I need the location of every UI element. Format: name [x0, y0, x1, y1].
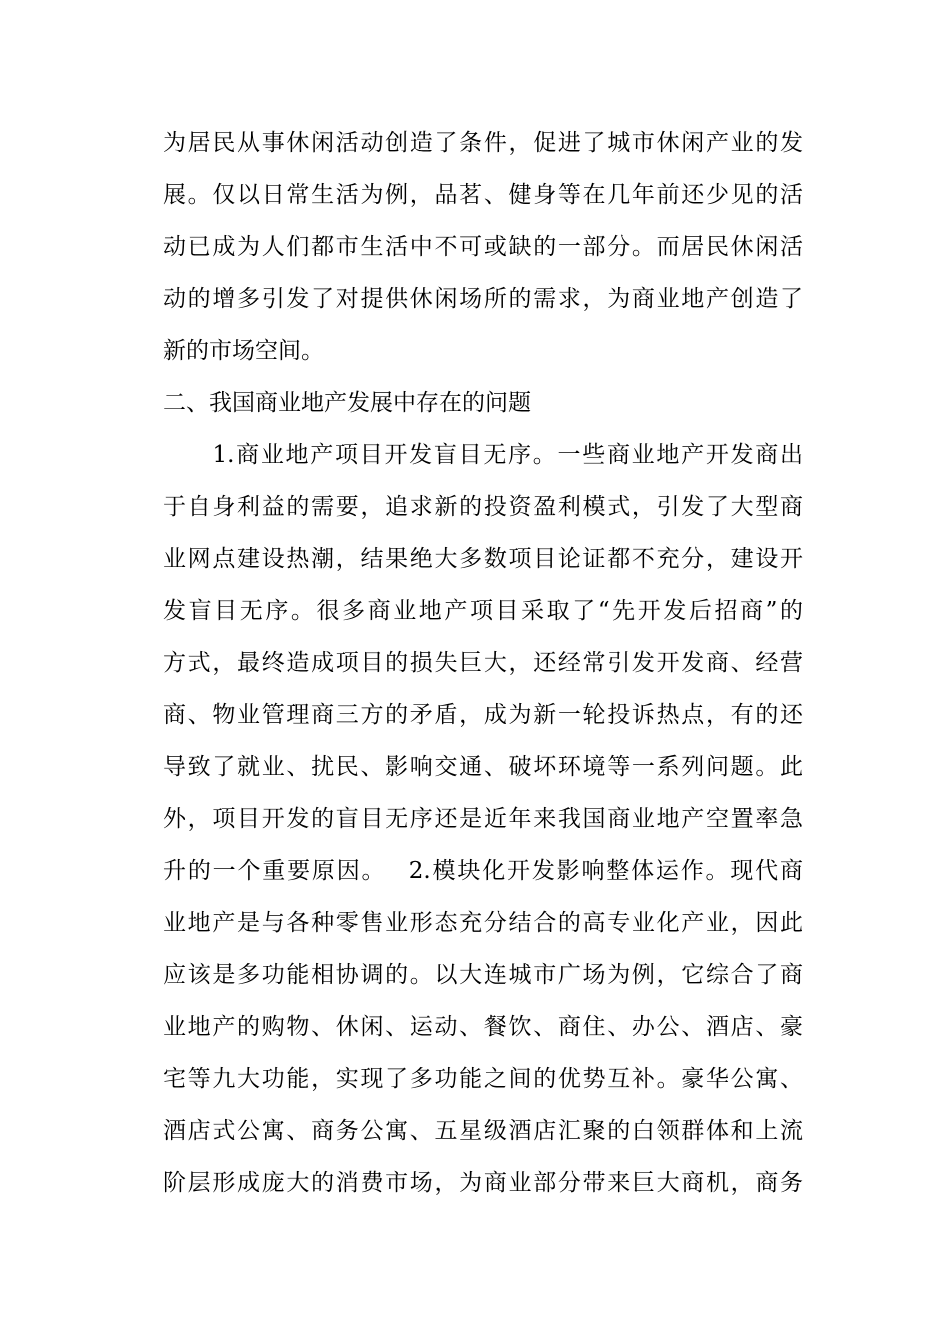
text-line: 动的增多引发了对提供休闲场所的需求，为商业地产创造了: [163, 286, 803, 312]
text-line: 业地产的购物、休闲、运动、餐饮、商住、办公、酒店、豪: [163, 1014, 803, 1040]
body-text: [163, 117, 803, 1209]
text-line: 业网点建设热潮，结果绝大多数项目论证都不充分，建设开: [163, 546, 803, 572]
section-heading: 二、我国商业地产发展中存在的问题: [163, 390, 531, 416]
text-line: 1.商业地产项目开发盲目无序。一些商业地产开发商出: [163, 442, 803, 468]
text-line: 为居民从事休闲活动创造了条件，促进了城市休闲产业的发: [163, 130, 803, 156]
text-line: 应该是多功能相协调的。以大连城市广场为例，它综合了商: [163, 962, 803, 988]
text-line: 酒店式公寓、商务公寓、五星级酒店汇聚的白领群体和上流: [163, 1118, 803, 1144]
text-line: 新的市场空间。: [163, 338, 324, 364]
text-line: 外，项目开发的盲目无序还是近年来我国商业地产空置率急: [163, 806, 803, 832]
text-line: 展。仅以日常生活为例，品茗、健身等在几年前还少见的活: [163, 182, 803, 208]
text-line: 发盲目无序。很多商业地产项目采取了“先开发后招商”的: [163, 598, 803, 624]
text-line: 于自身利益的需要，追求新的投资盈利模式，引发了大型商: [163, 494, 803, 520]
text-line: 业地产是与各种零售业形态充分结合的高专业化产业，因此: [163, 910, 803, 936]
text-line: 动已成为人们都市生活中不可或缺的一部分。而居民休闲活: [163, 234, 803, 260]
text-line: 商、物业管理商三方的矛盾，成为新一轮投诉热点，有的还: [163, 702, 803, 728]
text-line: 升的一个重要原因。 2.模块化开发影响整体运作。现代商: [163, 858, 803, 884]
text-line: 导致了就业、扰民、影响交通、破坏环境等一系列问题。此: [163, 754, 803, 780]
text-line: 方式，最终造成项目的损失巨大，还经常引发开发商、经营: [163, 650, 803, 676]
text-line: 宅等九大功能，实现了多功能之间的优势互补。豪华公寓、: [163, 1066, 803, 1092]
text-line: 阶层形成庞大的消费市场，为商业部分带来巨大商机，商务: [163, 1170, 803, 1196]
